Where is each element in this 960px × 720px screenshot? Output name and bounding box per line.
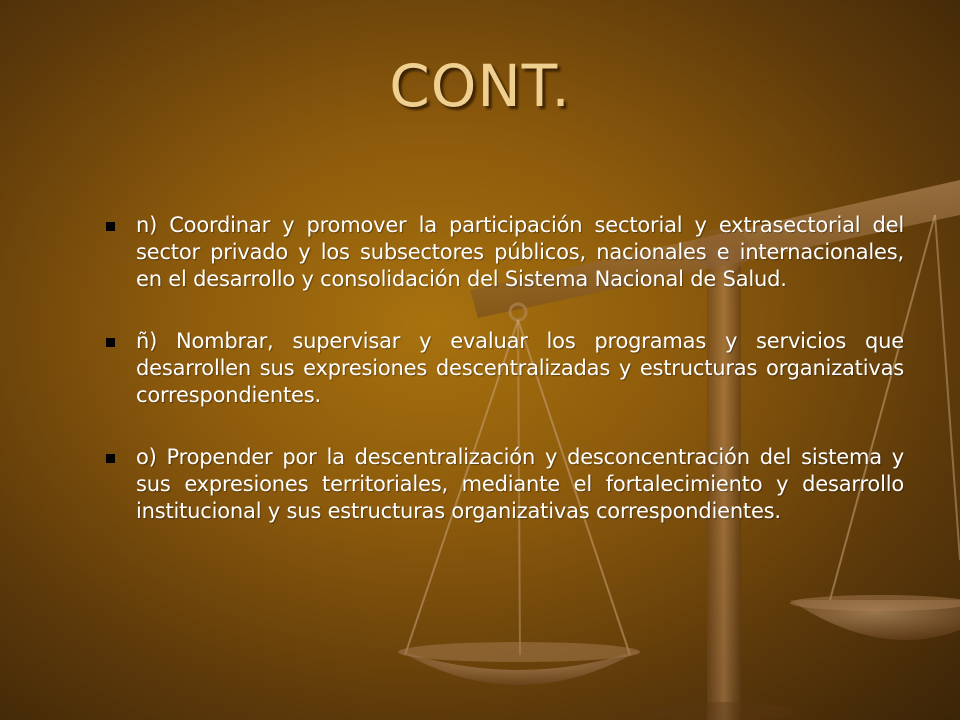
bullet-text: o) Propender por la descentralización y desconcentración del sistema y sus expresiones territoriales, mediante el fortalecimiento y desarrollo institucional y sus estructuras organizativas correspondientes. — [136, 445, 904, 523]
bullet-item — [106, 328, 904, 409]
bullet-text: ñ) Nombrar, supervisar y evaluar los programas y servicios que desarrollen sus expresiones descentralizadas y estructuras organizativas correspondientes. — [136, 329, 904, 407]
square-bullet-icon — [106, 222, 115, 231]
square-bullet-icon — [106, 454, 115, 463]
square-bullet-icon — [106, 338, 115, 347]
bullet-list — [106, 212, 904, 525]
slide-title: CONT. — [389, 52, 571, 120]
bullet-item — [106, 212, 904, 293]
bullet-item — [106, 444, 904, 525]
bullet-text: n) Coordinar y promover la participación sectorial y extrasectorial del sector privado y los subsectores públicos, nacionales e internacionales, en el desarrollo y consolidación del Sistema Nacional de Salud. — [136, 213, 904, 291]
